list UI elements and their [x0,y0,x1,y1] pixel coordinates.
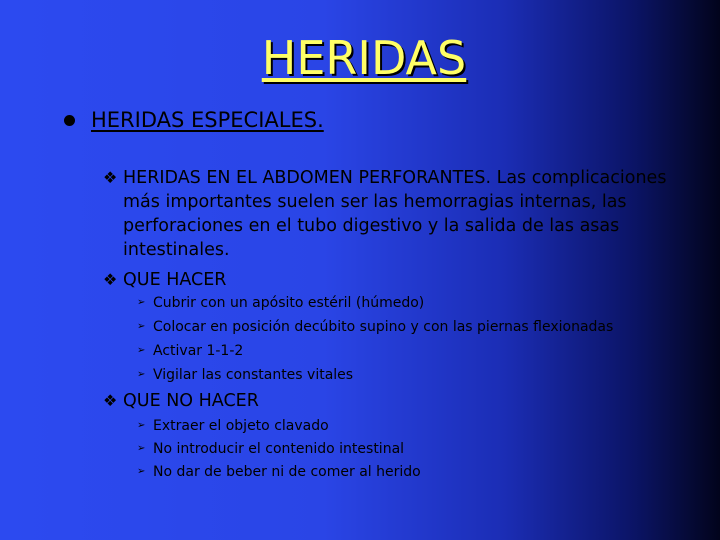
point-que-hacer [103,268,226,292]
sub-item [137,291,424,315]
sub-item-text: Vigilar las constantes vitales [153,367,354,383]
arrow-bullet-icon: ➢ [137,420,146,431]
point-text: QUE HACER [123,270,227,290]
arrow-bullet-icon: ➢ [137,321,146,332]
section-heading: HERIDAS ESPECIALES. [91,108,324,132]
round-bullet-icon [64,115,75,126]
point-text: HERIDAS EN EL ABDOMEN PERFORANTES. Las complicaciones más importantes suelen ser las hemorragias internas, las perforaciones en el tubo digestivo y la salida de las asas intestinales. [123,168,667,260]
sub-item-text: Cubrir con un apósito estéril (húmedo) [153,295,425,311]
arrow-bullet-icon: ➢ [137,466,146,477]
arrow-bullet-icon: ➢ [137,297,146,308]
sub-item-text: Extraer el objeto clavado [153,418,329,434]
sub-item-text: Activar 1-1-2 [153,343,244,359]
sub-item [137,339,243,363]
sub-item [137,315,613,339]
diamond-bullet-icon: ❖ [103,270,118,289]
arrow-bullet-icon: ➢ [137,345,146,356]
diamond-bullet-icon: ❖ [103,391,118,410]
sub-item [137,363,353,387]
point-que-no-hacer [103,389,259,413]
diamond-bullet-icon: ❖ [103,168,118,187]
sub-item [137,414,329,438]
sub-item [137,437,404,461]
arrow-bullet-icon: ➢ [137,369,146,380]
slide-title: HERIDAS [261,31,467,85]
arrow-bullet-icon: ➢ [137,443,146,454]
sub-item-text: Colocar en posición decúbito supino y con las piernas flexionadas [153,319,614,335]
sub-item-text: No dar de beber ni de comer al herido [153,464,421,480]
sub-item [137,460,421,484]
heading-item [64,108,324,132]
point-abdomen [103,166,683,262]
point-text: QUE NO HACER [123,391,259,411]
sub-item-text: No introducir el contenido intestinal [153,441,405,457]
